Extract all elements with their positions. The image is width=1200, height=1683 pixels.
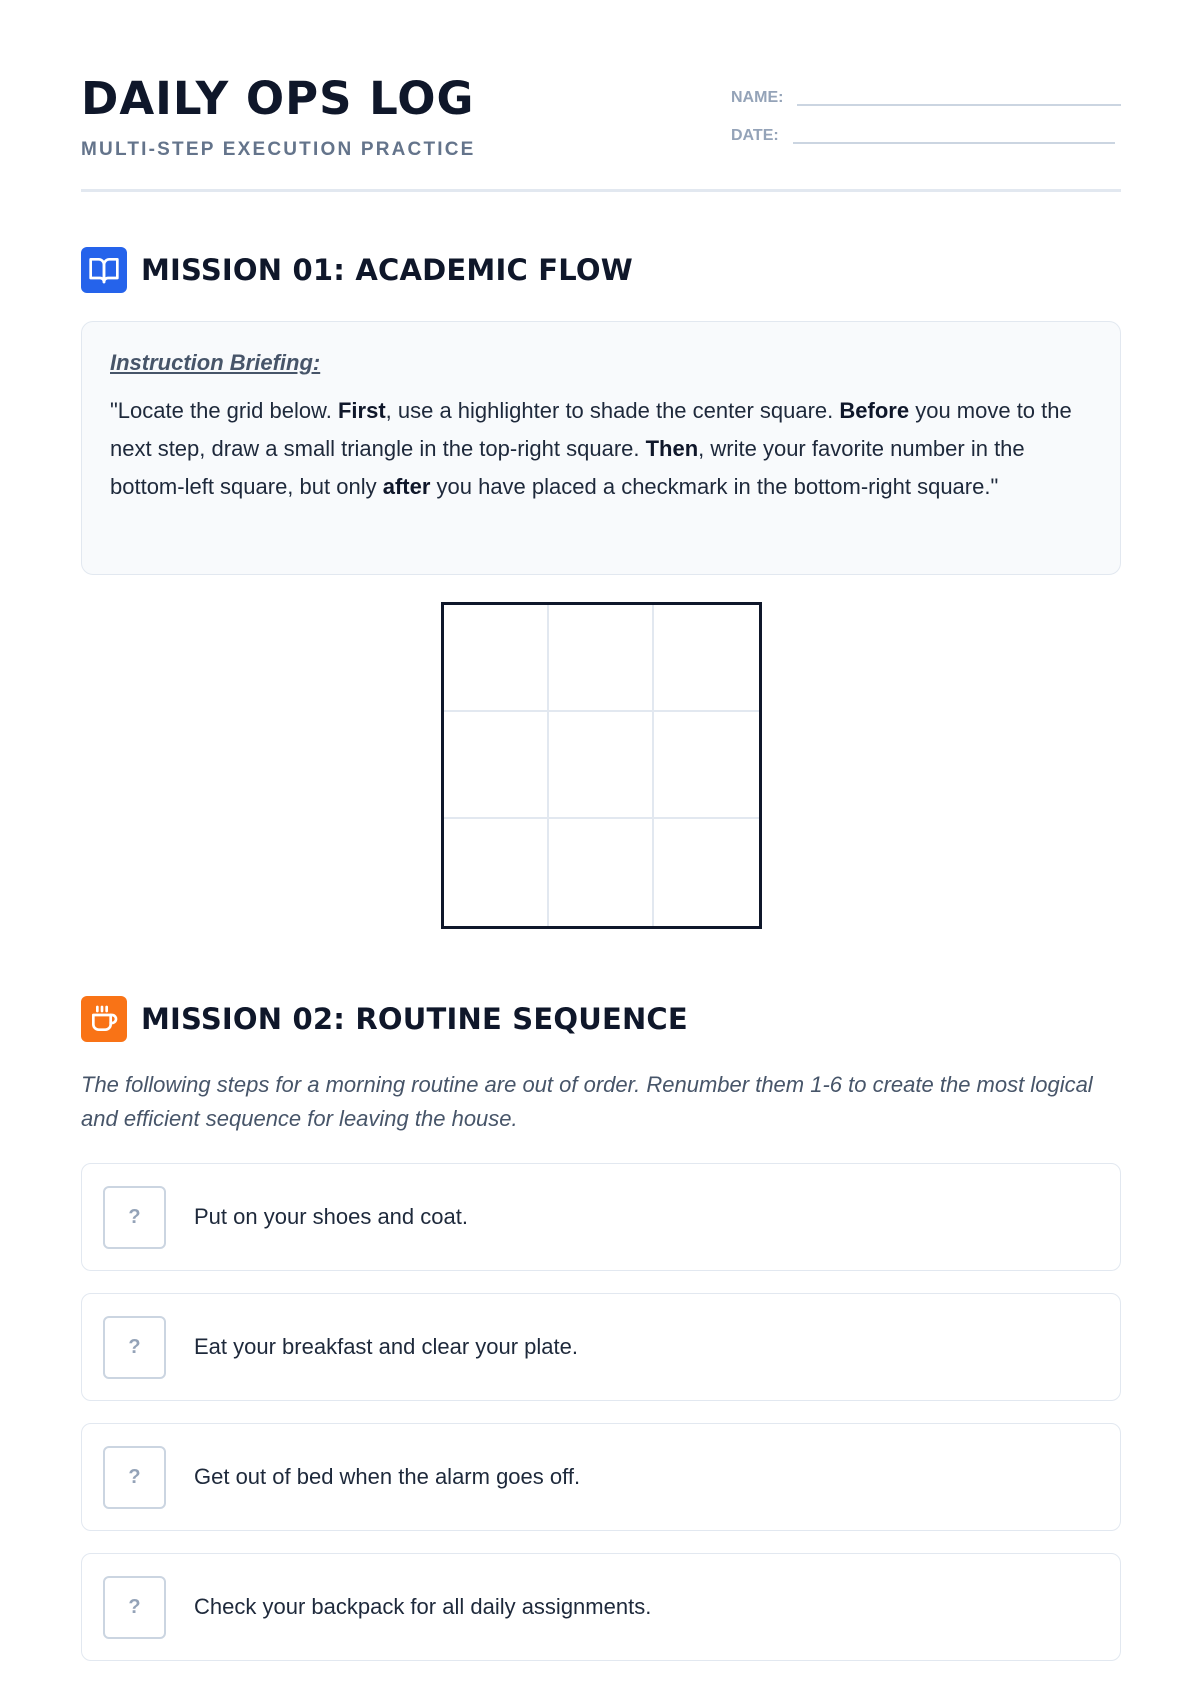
step-text: Get out of bed when the alarm goes off.	[194, 1464, 581, 1489]
briefing-keyword: Then	[645, 436, 699, 461]
grid-cell-bottom-left[interactable]	[444, 819, 549, 926]
briefing-segment: , use a highlighter to shade the center square.	[385, 398, 840, 423]
name-label: NAME:	[731, 89, 784, 106]
briefing-segment: you have placed a checkmark in the bottom-right square."	[430, 474, 999, 499]
routine-steps-list	[81, 1163, 1121, 1683]
briefing-text	[110, 392, 1092, 506]
student-fields	[731, 82, 1121, 158]
briefing-label: Instruction Briefing:	[110, 350, 321, 375]
book-open-icon	[81, 247, 127, 293]
page-title: DAILY OPS LOG	[81, 72, 475, 125]
step-number-box[interactable]: ?	[103, 1186, 166, 1249]
instruction-briefing	[81, 321, 1121, 575]
date-field[interactable]	[793, 124, 1115, 144]
practice-grid	[441, 602, 762, 929]
grid-cell-bottom-center[interactable]	[549, 819, 654, 926]
mission-01-heading	[81, 247, 633, 293]
routine-step	[81, 1553, 1121, 1661]
name-field-row	[731, 82, 1121, 106]
step-text: Put on your shoes and coat.	[194, 1204, 468, 1229]
briefing-keyword: after	[382, 474, 431, 499]
mission-01-title: MISSION 01: ACADEMIC FLOW	[141, 253, 633, 287]
step-text: Eat your breakfast and clear your plate.	[194, 1334, 578, 1359]
mission-02-title: MISSION 02: ROUTINE SEQUENCE	[141, 1002, 688, 1036]
step-number-box[interactable]: ?	[103, 1576, 166, 1639]
routine-step	[81, 1423, 1121, 1531]
worksheet-page	[81, 0, 1121, 1619]
name-field[interactable]	[797, 86, 1121, 106]
date-field-row	[731, 120, 1121, 144]
mission-02-heading	[81, 996, 688, 1042]
step-number-box[interactable]: ?	[103, 1316, 166, 1379]
grid-cell-top-center[interactable]	[549, 605, 654, 712]
coffee-cup-icon	[81, 996, 127, 1042]
grid-cell-top-left[interactable]	[444, 605, 549, 712]
worksheet-header	[81, 0, 1121, 192]
grid-cell-center[interactable]	[549, 712, 654, 819]
briefing-segment: "Locate the grid below.	[110, 398, 338, 423]
page-subtitle: MULTI-STEP EXECUTION PRACTICE	[81, 139, 476, 160]
grid-cell-top-right[interactable]	[654, 605, 759, 712]
date-label: DATE:	[731, 127, 779, 144]
step-number-box[interactable]: ?	[103, 1446, 166, 1509]
briefing-keyword: First	[337, 398, 386, 423]
grid-cell-middle-left[interactable]	[444, 712, 549, 819]
routine-instructions: The following steps for a morning routine are out of order. Renumber them 1-6 to create the most logical and efficient sequence for leaving the house.	[81, 1072, 1093, 1131]
routine-step	[81, 1293, 1121, 1401]
grid-cell-bottom-right[interactable]	[654, 819, 759, 926]
routine-step	[81, 1163, 1121, 1271]
briefing-segment: you move to the next step, draw a small triangle in the top-right square.	[110, 398, 1072, 461]
grid-cell-middle-right[interactable]	[654, 712, 759, 819]
briefing-keyword: Before	[839, 398, 910, 423]
briefing-segment: , write your favorite number in the bottom-left square, but only	[110, 436, 1025, 499]
step-text: Check your backpack for all daily assignments.	[194, 1594, 652, 1619]
